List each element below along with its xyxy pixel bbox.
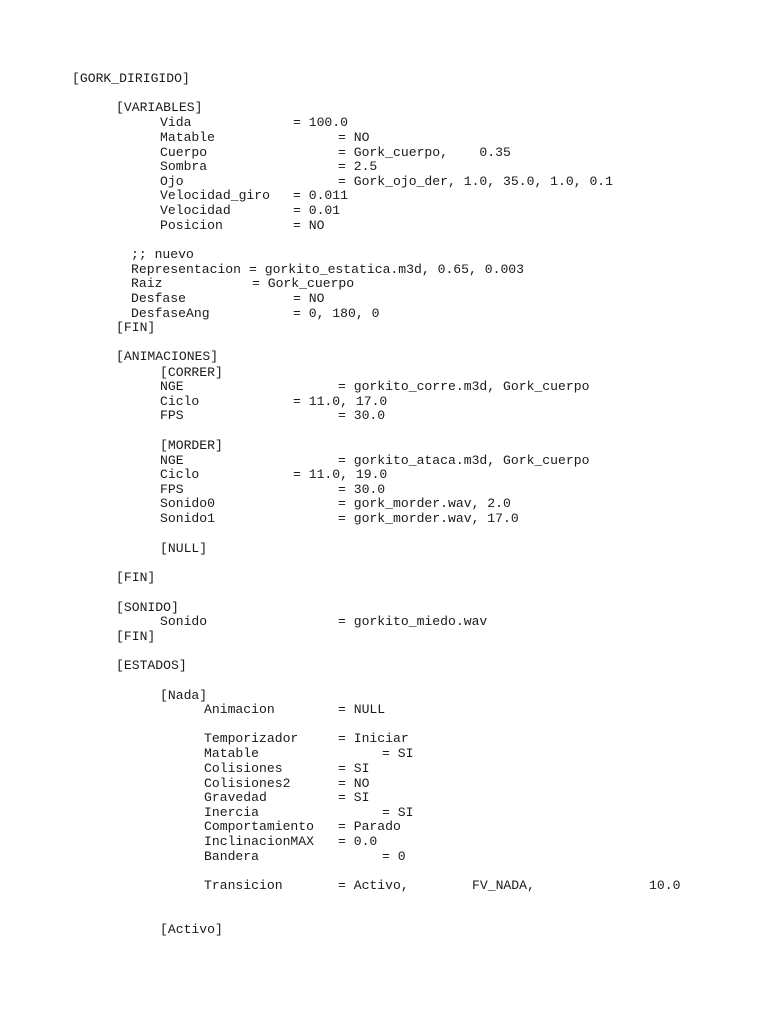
section-header-variables: [VARIABLES] bbox=[116, 100, 203, 115]
key-morder-sonido0: Sonido0 bbox=[160, 496, 216, 511]
key-nada-transicion: Transicion bbox=[204, 878, 283, 893]
value-morder-ciclo: = 11.0, 19.0 bbox=[293, 467, 388, 482]
key-nada-matable: Matable bbox=[204, 746, 260, 761]
value-matable: = NO bbox=[338, 130, 370, 145]
value-nada-inercia: = SI bbox=[382, 805, 414, 820]
key-nada-bandera: Bandera bbox=[204, 849, 260, 864]
value-sonido: = gorkito_miedo.wav bbox=[338, 614, 488, 629]
value-nada-inclinacion-max: = 0.0 bbox=[338, 834, 378, 849]
value-ojo: = Gork_ojo_der, 1.0, 35.0, 1.0, 0.1 bbox=[338, 174, 614, 189]
value-morder-fps: = 30.0 bbox=[338, 482, 386, 497]
key-nada-colisiones2: Colisiones2 bbox=[204, 776, 291, 791]
value-vida: = 100.0 bbox=[293, 115, 349, 130]
section-end-sonido: [FIN] bbox=[116, 629, 156, 644]
value-desfase-ang: = 0, 180, 0 bbox=[293, 306, 380, 321]
key-morder-nge: NGE bbox=[160, 453, 184, 468]
section-header-animaciones: [ANIMACIONES] bbox=[116, 349, 219, 364]
key-morder-ciclo: Ciclo bbox=[160, 467, 200, 482]
value-nada-transicion: = Activo, bbox=[338, 878, 409, 893]
key-vida: Vida bbox=[160, 115, 192, 130]
value-nada-animacion: = NULL bbox=[338, 702, 386, 717]
subsection-header-correr: [CORRER] bbox=[160, 365, 223, 380]
key-ojo: Ojo bbox=[160, 174, 184, 189]
key-correr-nge: NGE bbox=[160, 379, 184, 394]
comment-nuevo: ;; nuevo bbox=[131, 247, 194, 262]
key-posicion: Posicion bbox=[160, 218, 223, 233]
value-nada-matable: = SI bbox=[382, 746, 414, 761]
value-representacion: = gorkito_estatica.m3d, 0.65, 0.003 bbox=[249, 262, 525, 277]
key-nada-animacion: Animacion bbox=[204, 702, 275, 717]
key-velocidad: Velocidad bbox=[160, 203, 231, 218]
value-morder-sonido0: = gork_morder.wav, 2.0 bbox=[338, 496, 511, 511]
value-sombra: = 2.5 bbox=[338, 159, 378, 174]
section-end-animaciones: [FIN] bbox=[116, 570, 156, 585]
key-correr-ciclo: Ciclo bbox=[160, 394, 200, 409]
section-header-gork-dirigido: [GORK_DIRIGIDO] bbox=[72, 71, 190, 86]
key-morder-fps: FPS bbox=[160, 482, 184, 497]
key-velocidad-giro: Velocidad_giro bbox=[160, 188, 271, 203]
value-nada-transicion-target: FV_NADA, bbox=[472, 878, 535, 893]
section-header-sonido: [SONIDO] bbox=[116, 600, 179, 615]
key-sonido: Sonido bbox=[160, 614, 208, 629]
key-sombra: Sombra bbox=[160, 159, 208, 174]
key-correr-fps: FPS bbox=[160, 408, 184, 423]
key-desfase-ang: DesfaseAng bbox=[131, 306, 210, 321]
value-correr-ciclo: = 11.0, 17.0 bbox=[293, 394, 388, 409]
subsection-header-activo: [Activo] bbox=[160, 922, 223, 937]
value-velocidad-giro: = 0.011 bbox=[293, 188, 349, 203]
key-desfase: Desfase bbox=[131, 291, 187, 306]
key-matable: Matable bbox=[160, 130, 216, 145]
subsection-header-morder: [MORDER] bbox=[160, 438, 223, 453]
value-cuerpo: = Gork_cuerpo, 0.35 bbox=[338, 145, 511, 160]
subsection-header-nada: [Nada] bbox=[160, 688, 208, 703]
section-header-estados: [ESTADOS] bbox=[116, 658, 187, 673]
key-representacion: Representacion bbox=[131, 262, 242, 277]
section-end-variables: [FIN] bbox=[116, 320, 156, 335]
value-posicion: = NO bbox=[293, 218, 325, 233]
value-morder-sonido1: = gork_morder.wav, 17.0 bbox=[338, 511, 519, 526]
value-nada-temporizador: = Iniciar bbox=[338, 731, 409, 746]
value-nada-comportamiento: = Parado bbox=[338, 819, 401, 834]
value-velocidad: = 0.01 bbox=[293, 203, 341, 218]
subsection-header-null: [NULL] bbox=[160, 541, 208, 556]
value-nada-gravedad: = SI bbox=[338, 790, 370, 805]
key-cuerpo: Cuerpo bbox=[160, 145, 208, 160]
value-nada-transicion-time: 10.0 bbox=[649, 878, 681, 893]
value-desfase: = NO bbox=[293, 291, 325, 306]
key-nada-temporizador: Temporizador bbox=[204, 731, 299, 746]
value-morder-nge: = gorkito_ataca.m3d, Gork_cuerpo bbox=[338, 453, 590, 468]
key-nada-inercia: Inercia bbox=[204, 805, 260, 820]
value-nada-colisiones: = SI bbox=[338, 761, 370, 776]
key-nada-gravedad: Gravedad bbox=[204, 790, 267, 805]
value-raiz: = Gork_cuerpo bbox=[252, 276, 355, 291]
key-morder-sonido1: Sonido1 bbox=[160, 511, 216, 526]
value-correr-fps: = 30.0 bbox=[338, 408, 386, 423]
key-nada-comportamiento: Comportamiento bbox=[204, 819, 315, 834]
value-nada-colisiones2: = NO bbox=[338, 776, 370, 791]
key-nada-inclinacion-max: InclinacionMAX bbox=[204, 834, 315, 849]
key-nada-colisiones: Colisiones bbox=[204, 761, 283, 776]
value-correr-nge: = gorkito_corre.m3d, Gork_cuerpo bbox=[338, 379, 590, 394]
key-raiz: Raiz bbox=[131, 276, 163, 291]
value-nada-bandera: = 0 bbox=[382, 849, 406, 864]
